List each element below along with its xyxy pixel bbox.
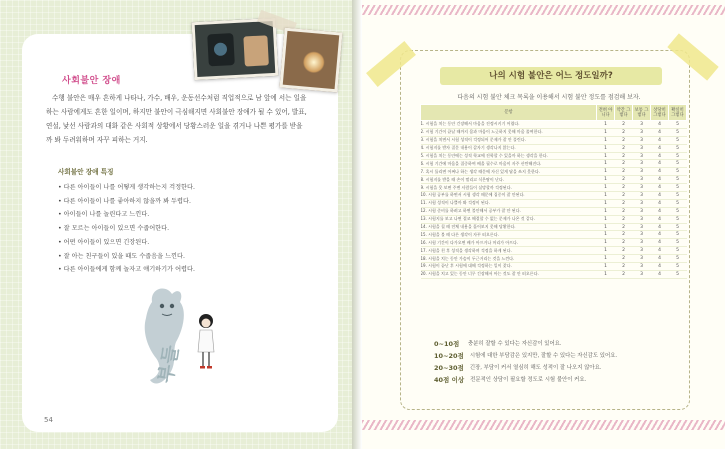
score-option[interactable]: 5 — [669, 192, 687, 200]
score-option[interactable]: 2 — [615, 223, 633, 231]
column-header: 문항 — [421, 105, 597, 121]
question-text: 15. 시험을 볼 때 다른 생각이 자꾸 떠오른다. — [421, 231, 597, 239]
score-option[interactable]: 4 — [651, 215, 669, 223]
score-option[interactable]: 2 — [615, 239, 633, 247]
score-range-row — [434, 349, 678, 361]
question-text: 12. 시험 준비를 하려고 하면 불안해서 공부가 잘 안 된다. — [421, 207, 597, 215]
score-option[interactable]: 5 — [669, 247, 687, 255]
score-option[interactable]: 4 — [651, 207, 669, 215]
features-heading: 사회불안 장애 특징 — [58, 168, 114, 176]
score-option[interactable]: 5 — [669, 270, 687, 278]
score-option[interactable]: 4 — [651, 223, 669, 231]
score-option[interactable]: 3 — [633, 160, 651, 168]
feature-item: • 잘 모르는 아이들이 있으면 수줍어한다. — [58, 222, 195, 236]
left-page — [0, 0, 352, 449]
column-header: 확실히 그렇다 — [669, 105, 687, 121]
score-option[interactable]: 1 — [597, 231, 615, 239]
score-range-row — [434, 337, 678, 349]
score-option[interactable]: 5 — [669, 144, 687, 152]
table-row — [421, 231, 687, 239]
score-option[interactable]: 2 — [615, 199, 633, 207]
table-row — [421, 176, 687, 184]
score-option[interactable]: 4 — [651, 168, 669, 176]
score-option[interactable]: 2 — [615, 121, 633, 129]
score-option[interactable]: 2 — [615, 160, 633, 168]
question-text: 18. 시험을 치는 동안 가슴이 두근거리는 것을 느낀다. — [421, 255, 597, 263]
top-border-decoration — [362, 5, 725, 15]
question-text: 6. 시험 기간에 마음을 집중하여 배울 필수로 마음이 자주 산만해진다. — [421, 160, 597, 168]
score-option[interactable]: 3 — [633, 247, 651, 255]
feature-item: • 아이들이 나를 놀린다고 느낀다. — [58, 208, 195, 222]
score-option[interactable]: 5 — [669, 152, 687, 160]
score-option[interactable]: 3 — [633, 168, 651, 176]
score-option[interactable]: 1 — [597, 160, 615, 168]
score-option[interactable]: 2 — [615, 215, 633, 223]
score-option[interactable]: 4 — [651, 255, 669, 263]
score-option[interactable]: 4 — [651, 121, 669, 129]
section-title: 사회불안 장애 — [62, 76, 121, 86]
table-row — [421, 128, 687, 136]
table-row — [421, 215, 687, 223]
score-option[interactable]: 5 — [669, 207, 687, 215]
score-option[interactable]: 2 — [615, 136, 633, 144]
score-range-row — [434, 373, 678, 385]
score-option[interactable]: 2 — [615, 168, 633, 176]
column-header: 전혀 아니다 — [597, 105, 615, 121]
score-option[interactable]: 2 — [615, 128, 633, 136]
column-header: 보통 그렇다 — [633, 105, 651, 121]
feature-item: • 다른 아이들이 나를 좋아하지 않을까 봐 두렵다. — [58, 195, 195, 209]
question-text: 20. 시험을 치고 있는 동안 너무 긴장해서 아는 것도 잘 안 떠오른다. — [421, 270, 597, 278]
question-text: 16. 시험 기간이 다가오면 배가 아프거나 머리가 아프다. — [421, 239, 597, 247]
table-row — [421, 199, 687, 207]
score-option[interactable]: 1 — [597, 263, 615, 271]
score-option[interactable]: 1 — [597, 199, 615, 207]
score-option[interactable]: 5 — [669, 136, 687, 144]
table-row — [421, 239, 687, 247]
score-option[interactable]: 5 — [669, 176, 687, 184]
score-option[interactable]: 4 — [651, 263, 669, 271]
scoring-guide — [434, 337, 678, 403]
feature-item: • 다른 아이들이 나를 어떻게 생각하는지 걱정한다. — [58, 181, 195, 195]
score-option[interactable]: 3 — [633, 199, 651, 207]
table-row — [421, 263, 687, 271]
question-text: 13. 시험지를 보고 나면 결코 해결할 수 없는 문제가 나온 것 같다. — [421, 215, 597, 223]
shiver-art-text: 부들 — [154, 342, 184, 385]
score-option[interactable]: 4 — [651, 144, 669, 152]
score-option[interactable]: 3 — [633, 121, 651, 129]
score-option[interactable]: 1 — [597, 192, 615, 200]
score-range-description: 시험에 대한 부담감은 있지만, 잘할 수 있다는 자신감도 있어요. — [469, 353, 618, 359]
checklist-title: 나의 시험 불안은 어느 정도일까? — [440, 67, 662, 85]
score-option[interactable]: 3 — [633, 128, 651, 136]
score-option[interactable]: 4 — [651, 231, 669, 239]
question-text: 19. 시험이 끝난 후 시험에 대해 걱정하는 일이 잦다. — [421, 263, 597, 271]
score-option[interactable]: 1 — [597, 255, 615, 263]
score-option[interactable]: 3 — [633, 144, 651, 152]
question-text: 7. 혹시 틀리면 어쩌나 하는 생각 때문에 자신 있게 답을 쓰지 못한다. — [421, 168, 597, 176]
score-range-label: 40점 이상 — [434, 375, 465, 384]
score-option[interactable]: 1 — [597, 207, 615, 215]
question-text: 2. 시험 기간이 끝날 때까지 몸과 마음이 느긋하지 못해 마음 졸여한다. — [421, 128, 597, 136]
score-range-label: 10~20점 — [434, 351, 464, 360]
table-row — [421, 152, 687, 160]
score-option[interactable]: 3 — [633, 270, 651, 278]
score-option[interactable]: 3 — [633, 176, 651, 184]
score-option[interactable]: 1 — [597, 184, 615, 192]
score-option[interactable]: 3 — [633, 231, 651, 239]
score-option[interactable]: 5 — [669, 263, 687, 271]
column-header: 상당히 그렇다 — [651, 105, 669, 121]
score-option[interactable]: 3 — [633, 184, 651, 192]
anxiety-checklist-table — [420, 104, 687, 279]
question-text: 17. 시험을 친 후 성적을 생각하며 걱정을 하게 된다. — [421, 247, 597, 255]
feature-item: • 다른 아이들에게 함께 놀자고 얘기하기가 어렵다. — [58, 263, 195, 277]
score-option[interactable]: 3 — [633, 215, 651, 223]
score-option[interactable]: 1 — [597, 128, 615, 136]
feature-item: • 잘 아는 친구들이 있을 때도 수줍음을 느낀다. — [58, 250, 195, 264]
question-text: 9. 시험을 못 보면 주변 사람들이 실망할까 걱정된다. — [421, 184, 597, 192]
score-option[interactable]: 4 — [651, 199, 669, 207]
table-row — [421, 160, 687, 168]
score-option[interactable]: 4 — [651, 270, 669, 278]
table-row — [421, 223, 687, 231]
question-text: 10. 시험 공부를 하면서 시험 생각 때문에 집중이 잘 안된다. — [421, 192, 597, 200]
score-option[interactable]: 2 — [615, 192, 633, 200]
question-text: 8. 시험지를 받을 때 손이 떨리고 식은땀이 난다. — [421, 176, 597, 184]
score-option[interactable]: 2 — [615, 176, 633, 184]
question-text: 5. 시험을 치는 동안에는 성적 학교에 진학할 수 있을까 하는 생각을 한다. — [421, 152, 597, 160]
score-option[interactable]: 2 — [615, 207, 633, 215]
score-option[interactable]: 5 — [669, 239, 687, 247]
bottom-border-decoration — [362, 420, 725, 430]
score-option[interactable]: 4 — [651, 136, 669, 144]
score-option[interactable]: 1 — [597, 168, 615, 176]
score-option[interactable]: 4 — [651, 128, 669, 136]
score-option[interactable]: 3 — [633, 263, 651, 271]
score-range-description: 전문적인 상담이 필요할 정도로 시험 불안이 커요. — [470, 377, 587, 383]
score-option[interactable]: 4 — [651, 239, 669, 247]
table-header-row — [421, 105, 687, 121]
column-header: 약간 그렇다 — [615, 105, 633, 121]
checklist-intro: 다음의 시험 불안 체크 목록을 이용해서 시험 불안 정도를 점검해 보자. — [457, 94, 641, 101]
score-option[interactable]: 1 — [597, 247, 615, 255]
score-option[interactable]: 3 — [633, 207, 651, 215]
score-option[interactable]: 4 — [651, 192, 669, 200]
question-text: 4. 시험지를 받자 질문 내용이 갑자기 생각나지 않는다. — [421, 144, 597, 152]
score-option[interactable]: 5 — [669, 215, 687, 223]
score-option[interactable]: 2 — [615, 184, 633, 192]
score-option[interactable]: 2 — [615, 231, 633, 239]
table-row — [421, 192, 687, 200]
score-option[interactable]: 5 — [669, 168, 687, 176]
score-option[interactable]: 5 — [669, 128, 687, 136]
table-row — [421, 207, 687, 215]
score-range-label: 20~30점 — [434, 363, 464, 372]
score-option[interactable]: 2 — [615, 247, 633, 255]
score-option[interactable]: 4 — [651, 247, 669, 255]
page-number: 54 — [44, 416, 53, 424]
score-option[interactable]: 1 — [597, 144, 615, 152]
table-row — [421, 168, 687, 176]
score-option[interactable]: 2 — [615, 152, 633, 160]
score-option[interactable]: 2 — [615, 144, 633, 152]
table-row — [421, 255, 687, 263]
score-option[interactable]: 1 — [597, 152, 615, 160]
table-body — [421, 121, 687, 279]
features-list — [58, 181, 195, 277]
score-option[interactable]: 1 — [597, 136, 615, 144]
score-option[interactable]: 3 — [633, 223, 651, 231]
score-option[interactable]: 5 — [669, 223, 687, 231]
score-option[interactable]: 3 — [633, 192, 651, 200]
score-option[interactable]: 5 — [669, 160, 687, 168]
score-option[interactable]: 1 — [597, 270, 615, 278]
score-range-description: 충분히 잘할 수 있다는 자신감이 있어요. — [468, 341, 562, 347]
table-row — [421, 247, 687, 255]
score-option[interactable]: 3 — [633, 136, 651, 144]
score-option[interactable]: 1 — [597, 239, 615, 247]
score-option[interactable]: 5 — [669, 199, 687, 207]
girl-illustration — [193, 312, 219, 372]
score-range-description: 긴장, 부담이 커서 열심히 해도 성적이 잘 나오지 않아요. — [469, 365, 602, 371]
score-option[interactable]: 4 — [651, 160, 669, 168]
score-option[interactable]: 3 — [633, 239, 651, 247]
table-row — [421, 144, 687, 152]
score-option[interactable]: 1 — [597, 121, 615, 129]
table-row — [421, 136, 687, 144]
right-page — [362, 0, 725, 449]
score-option[interactable]: 1 — [597, 223, 615, 231]
table-row — [421, 270, 687, 278]
score-option[interactable]: 1 — [597, 215, 615, 223]
score-option[interactable]: 4 — [651, 176, 669, 184]
score-option[interactable]: 5 — [669, 121, 687, 129]
candle-photo — [279, 28, 342, 93]
score-option[interactable]: 3 — [633, 255, 651, 263]
book-gutter — [352, 0, 362, 449]
feature-item: • 어떤 아이들이 있으면 긴장된다. — [58, 236, 195, 250]
score-range-row — [434, 361, 678, 373]
score-option[interactable]: 2 — [615, 255, 633, 263]
score-option[interactable]: 5 — [669, 231, 687, 239]
question-text: 14. 시험을 칠 때 전체 내용을 훑어보지 못해 당황한다. — [421, 223, 597, 231]
score-range-label: 0~10점 — [434, 339, 460, 348]
question-text: 3. 시험을 치면서 시험 성적이 걱정되어 문제가 잘 안 풀린다. — [421, 136, 597, 144]
question-text: 11. 시험 성적이 나쁠까 봐 걱정이 된다. — [421, 199, 597, 207]
score-option[interactable]: 4 — [651, 184, 669, 192]
table-row — [421, 184, 687, 192]
score-option[interactable]: 5 — [669, 184, 687, 192]
score-option[interactable]: 2 — [615, 263, 633, 271]
speaker-photo — [192, 18, 279, 80]
question-text: 1. 시험을 치는 동안 긴장해서 마음을 진정시키기 어렵다. — [421, 121, 597, 129]
score-option[interactable]: 3 — [633, 152, 651, 160]
table-row — [421, 121, 687, 129]
score-option[interactable]: 2 — [615, 270, 633, 278]
score-option[interactable]: 4 — [651, 152, 669, 160]
intro-paragraph: 수행 불안은 매우 흔하게 나타나, 가수, 배우, 운동선수처럼 직업적으로 남 앞에 서는 일을 하는 사람에게도 흔한 일이며, 하지만 불안이 극심해지면 사회불안 장애가 될 수 있어, 발표, 연설, 낯선 사람과의 대화 같은 사회적 상황에서 당황스러운 일을 겪거나 나쁜 평가를 받을까 봐 두려워하며 자꾸 피하는 거지. — [46, 94, 307, 144]
score-option[interactable]: 1 — [597, 176, 615, 184]
score-option[interactable]: 5 — [669, 255, 687, 263]
